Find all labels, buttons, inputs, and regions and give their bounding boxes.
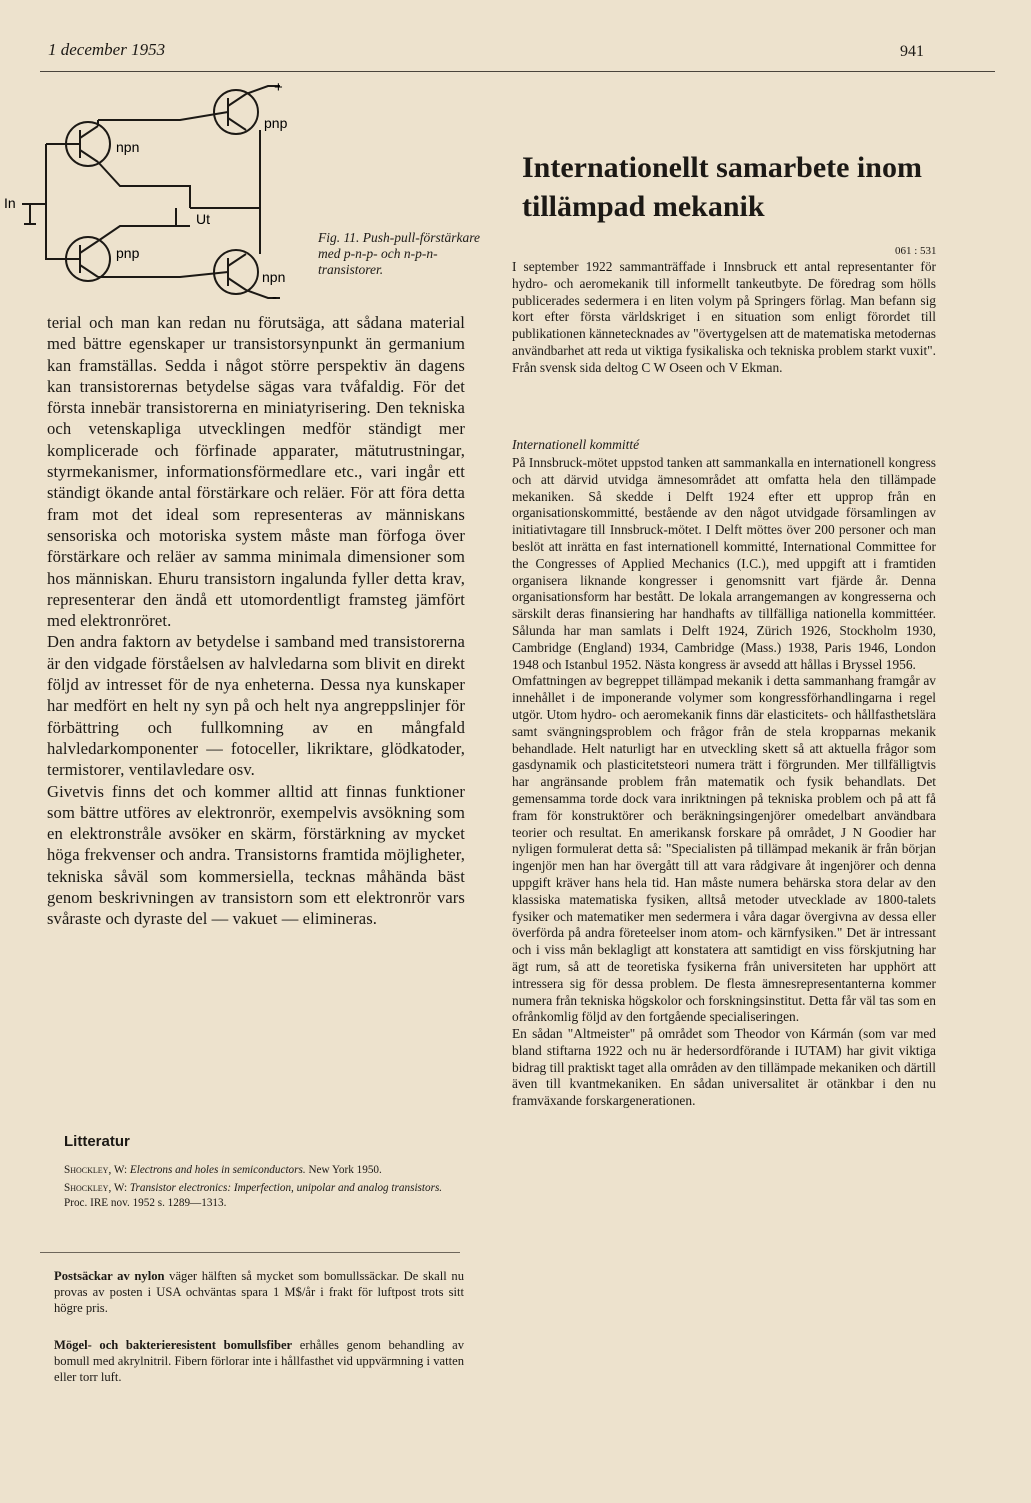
reference-author: Shockley, W: — [64, 1164, 128, 1176]
label-minus: - — [272, 289, 277, 306]
reference-title: Transistor electronics: Imperfection, unipolar and analog transistors. — [129, 1182, 443, 1194]
reference-item — [64, 1163, 464, 1178]
label-output: Ut — [196, 211, 210, 227]
left-paragraph-3: Givetvis finns det och kommer alltid att finnas funktioner som bättre utföres av elektronrör, exempelvis avsökning som en elektronstråle avsöker en skärm, förstärkning av mycket höga frekvenser och andra. Transistorns framtida möjligheter, tekniska såväl som kommersiella, tecknas måhända bäst genom beskrivningen av transistorn som ett elektronrör vars svåraste och dyraste del — vakuet — elimineras. — [47, 781, 465, 929]
reference-title: Electrons and holes in semiconductors. — [129, 1164, 306, 1176]
left-paragraph-1: terial och man kan redan nu förutsäga, att sådana material med bättre egenskaper ur transistorsynpunkt än germanium kan framställas. Sedda i något större perspektiv än dagens kan transistorernas betydelse sägas vara tvåfaldig. För det första innebär transistorerna en miniatyrisering. Den tekniska och vetenskapliga utvecklingen medför ständigt mer komplicerade och förfinade apparater, mätutrustningar, styrmekanismer, informationsförmedlare etc., vari ingår ett ständigt ökande antal förstärkare och reläer. För att föra detta fram mot det ideal som representeras av människans sensoriska och motoriska system måste man förfoga över förstärkare och reläer av samma minimala dimensioner som hos människan. Ehuru transistorn ingalunda fyller detta krav, representerar den ändå ett utomordentligt framsteg jämfört med elektronröret. — [47, 313, 465, 631]
left-column-body — [47, 312, 465, 930]
article-intro — [512, 259, 936, 377]
reference-author: Shockley, W: — [64, 1182, 128, 1194]
news-item — [54, 1337, 464, 1386]
news-text: erhålles genom behandling av bomull med akrylnitril. Fibern förlorar inte i hållfasthet vid uppvärmning i vatten eller torr luft. — [54, 1338, 464, 1385]
label-input: In — [4, 195, 16, 211]
news-text: väger hälften så mycket som bomullssäckar. De skall nu provas av posten i USA ochväntas spara 1 M$/år i frakt för luftpost trots sitt högre pris. — [54, 1269, 465, 1316]
issue-date: 1 december 1953 — [48, 40, 166, 59]
right-paragraph-2: Omfattningen av begreppet tillämpad mekanik i detta sammanhang framgår av innehållet i de imponerande volymer som kongressförhandlingarna i regel utgör. Utom hydro- och aeromekanik finns där elasticitets- och hållfasthetslära samt svängningsproblem och frågor från de stela kropparnas mekanik behandlade. Helt naturligt har en utveckling skett så att aktuella frågor som gasdynamik och plasticitetsteori numera trätt i förgrunden. Mer tillfälligtvis har angränsande problem från matematik och fysik behandlats. Det gemensamma torde dock vara inriktningen på tekniska problem och på att få fram för konstruktörer och beräkningsingenjörer omedelbart användbara teorier och resultat. En amerikansk forskare på området, J N Goodier har nyligen formulerat detta så: "Specialisten på tillämpad mekanik är från början ingenjör men han har övergått till att vara rådgivare åt ingenjörer och denna uppgift kräver hans hela tid. Han måste numera behärska stora delar av den klassiska matematiska fysiken, alltså metoder utvecklade av 1800-talets fysiker och matematiker men sedermera i våra dagar övergivna av dessa eller överförda på andra företeelser inom atom- och kärnfysiken." Det är intressant och i viss mån beklagligt att konstatera att samtidigt en viss förskjutning har ägt rum, så att de teoretiska fysikerna från universiteten har upphört att intressera sig för dessa problem. De flesta ämnesrepresentanterna kommer numera från tekniska högskolor och forskningsinstitut. Detta får väl tas som en ofrånkomlig följd av den fortgående specialiseringen. — [512, 673, 936, 1025]
news-item — [54, 1268, 464, 1317]
left-paragraph-2: Den andra faktorn av betydelse i samband med transistorerna är den vidgade förståelsen av halvledarna som blivit en direkt följd av intresset för de nya enheterna. Dessa nya kunskaper har medfört en helt ny syn på och helt nya angreppslinjer för förbättring och fullkomning av en mångfald halvledarkomponenter — fotoceller, likriktare, glödkatoder, termistorer, ventilavledare osv. — [47, 632, 465, 780]
label-pnp-bottom: pnp — [116, 245, 140, 261]
transistor-pnp-upper-right — [214, 90, 258, 134]
section-heading: Internationell kommitté — [512, 437, 640, 452]
news-lead: Postsäckar av nylon — [54, 1269, 165, 1283]
article-title: Internationellt samarbete inom tillämpad mekanik — [522, 151, 922, 223]
push-pull-circuit-diagram — [0, 76, 310, 306]
reference-list — [64, 1163, 464, 1214]
news-lead: Mögel- och bakterieresistent bomullsfiber — [54, 1338, 293, 1352]
page-number: 941 — [900, 43, 924, 60]
label-npn-top: npn — [116, 139, 140, 155]
header-rule — [40, 71, 995, 72]
reference-details: New York 1950. — [308, 1164, 382, 1176]
classification-code: 061 : 531 — [895, 245, 937, 257]
reference-details: Proc. IRE nov. 1952 s. 1289—1313. — [64, 1197, 227, 1209]
news-divider — [40, 1252, 460, 1253]
right-paragraph-3: En sådan "Altmeister" på området som Theodor von Kármán (som var med bland stiftarna 1922 och nu är hedersordförande i IUTAM) har givit viktiga bidrag till praktiskt taget alla områden av den tillämpade mekaniken och därtill även till kvantmekaniken. En sådan universalitet är otänkbar i den nu framväxande forskargenerationen. — [512, 1026, 936, 1109]
literature-heading: Litteratur — [64, 1133, 130, 1150]
reference-item — [64, 1181, 464, 1211]
label-npn-bottom: npn — [262, 269, 286, 285]
article-body — [512, 455, 936, 1110]
label-plus: + — [274, 79, 283, 96]
label-pnp-top: pnp — [264, 115, 288, 131]
figure-caption: Fig. 11. Push-pull-förstärkare med p-n-p- och n-p-n-transistorer. — [318, 230, 480, 277]
intro-paragraph: I september 1922 sammanträffade i Innsbruck ett antal representanter för hydro- och aeromekanik till informellt tankeutbyte. De föredrag som hölls publicerades sedermera i en liten volym på Springers förlag. Man befann sig kort efter första världskriget i en situation som enligt förordet till publikationen kännetecknades av "övertygelsen att de matematiska metodernas användbarhet att reda ut viktiga fysikaliska och tekniska problem starkt vuxit". Från svensk sida deltog C W Oseen och V Ekman. — [512, 259, 936, 375]
right-paragraph-1: På Innsbruck-mötet uppstod tanken att sammankalla en internationell kongress och att därvid utvidga ämnesområdet att omfatta hela den tillämpade mekaniken. Så skedde i Delft 1924 efter ett upprop från en organisationskommitté, bestående av den något utvidgade församlingen av initiativtagare till Innsbruck-mötet. I Delft möttes över 200 personer och man beslöt att inrätta en fast internationell kommitté, International Committee for the Congresses of Applied Mechanics (I.C.), med uppgift att i framtiden organisera liknande kongresser i genomsnitt vart fjärde år. Denna organisationsform har bestått. De lokala arrangemangen av kongresserna och särskilt deras finansiering har handhafts av tillfälliga nationella kommittéer. Sålunda har man samlats i Delft 1924, Zürich 1926, Stockholm 1930, Cambridge (England) 1934, Cambridge (Mass.) 1938, Paris 1946, London 1948 och Istanbul 1952. Nästa kongress är avsedd att hållas i Bryssel 1956. — [512, 455, 936, 672]
